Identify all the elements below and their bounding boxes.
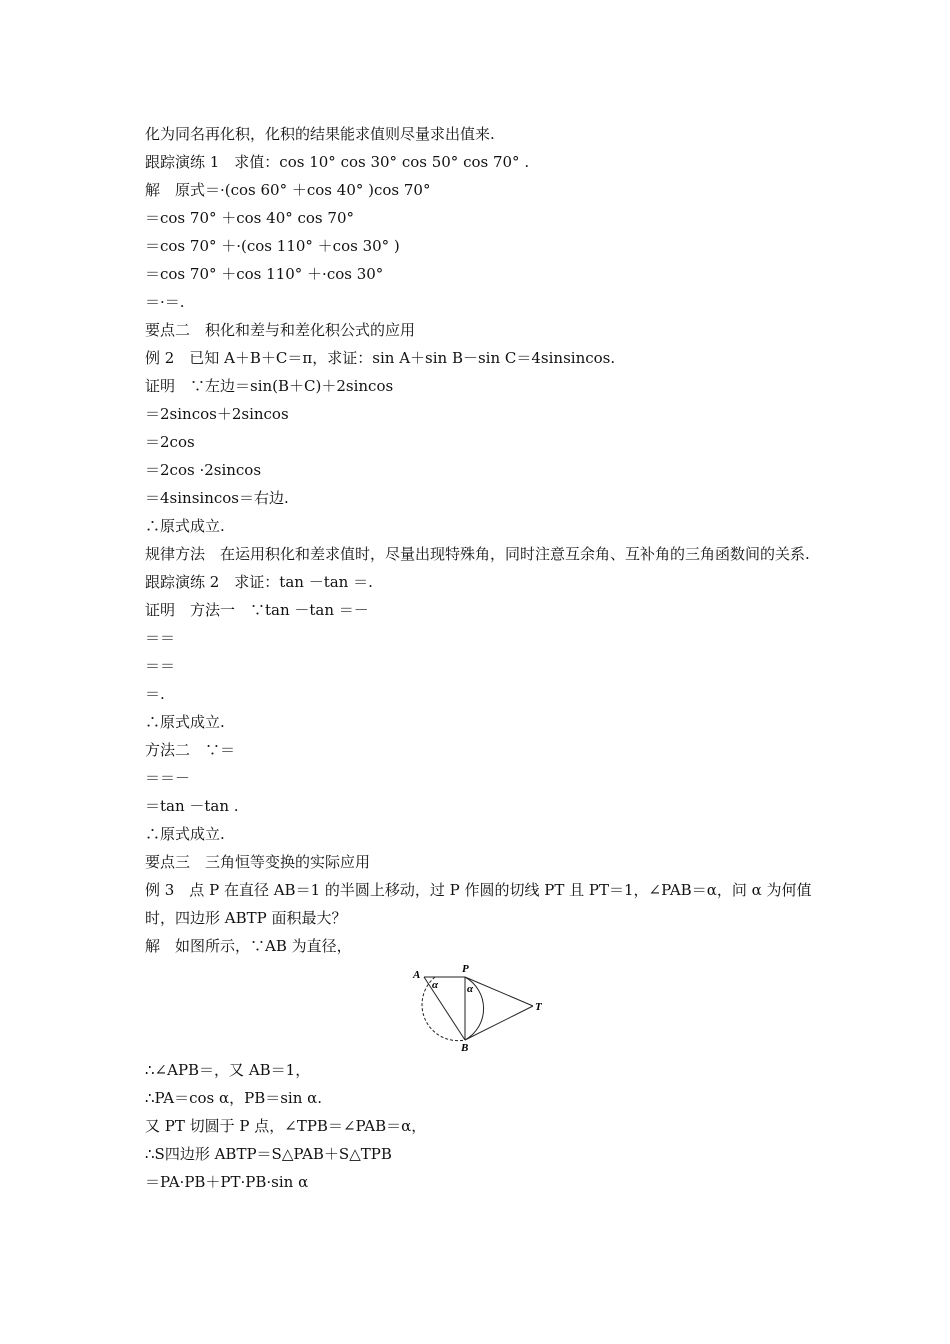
text-line: ∴PA＝cos α，PB＝sin α. bbox=[145, 1089, 323, 1107]
section-heading-2: 要点二 积化和差与和差化积公式的应用 bbox=[145, 321, 416, 339]
text-line: ＝tan －tan . bbox=[145, 797, 239, 815]
text-line: ∴∠APB＝，又 AB＝1， bbox=[145, 1061, 311, 1079]
angle-label-A: α bbox=[432, 979, 439, 991]
label-T: T bbox=[535, 1001, 542, 1013]
label-P: P bbox=[462, 963, 469, 975]
segment-BT bbox=[465, 1006, 533, 1040]
semicircle-diagram bbox=[407, 962, 557, 1052]
area-formula: ∴S四边形 ABTP＝S△PAB＋S△TPB bbox=[145, 1145, 392, 1163]
text-line: ＝cos 70° ＋cos 110° ＋·cos 30° bbox=[145, 265, 384, 283]
text-line: 证明 方法一 ∵tan －tan ＝－ bbox=[145, 601, 369, 619]
text-line: 证明 ∵左边＝sin(B＋C)＋2sincos bbox=[145, 377, 394, 395]
bottom-section bbox=[145, 1056, 815, 1196]
exercise-1: 跟踪演练 1 求值：cos 10° cos 30° cos 50° cos 70° . bbox=[145, 153, 530, 171]
text-line: ∴原式成立. bbox=[145, 713, 225, 731]
geometry-figure bbox=[145, 962, 815, 1052]
segment-AB bbox=[424, 977, 465, 1040]
text-line: ＝. bbox=[145, 685, 165, 703]
text-line: ＝2cos bbox=[145, 433, 195, 451]
text-line: ＝4sinsincos＝右边. bbox=[145, 489, 289, 507]
text-line: ＝PA·PB＋PT·PB·sin α bbox=[145, 1173, 309, 1191]
middle-section bbox=[145, 568, 815, 876]
text-line: 又 PT 切圆于 P 点，∠TPB＝∠PAB＝α， bbox=[145, 1117, 427, 1135]
text-line: ＝·＝. bbox=[145, 293, 185, 311]
angle-label-P: α bbox=[467, 983, 474, 995]
text-line: ＝cos 70° ＋cos 40° cos 70° bbox=[145, 209, 354, 227]
text-line: ∴原式成立. bbox=[145, 825, 225, 843]
label-B: B bbox=[461, 1042, 469, 1052]
example-2: 例 2 已知 A＋B＋C＝π，求证：sin A＋sin B－sin C＝4sinsincos. bbox=[145, 349, 616, 367]
solution-intro: 解 如图所示，∵AB 为直径， bbox=[145, 937, 352, 955]
example-3: 例 3 点 P 在直径 AB＝1 的半圆上移动，过 P 作圆的切线 PT 且 PT＝1，∠PAB＝α，问 α 为何值时，四边形 ABTP 面积最大？ bbox=[145, 881, 812, 927]
text-line: 方法二 ∵＝ bbox=[145, 741, 236, 759]
text-line: ＝＝－ bbox=[145, 769, 191, 787]
text-line: ＝＝ bbox=[145, 629, 176, 647]
text-line: ＝2sincos＋2sincos bbox=[145, 405, 289, 423]
text-line: ＝2cos ·2sincos bbox=[145, 461, 262, 479]
segment-PT bbox=[465, 977, 533, 1006]
section-heading-3: 要点三 三角恒等变换的实际应用 bbox=[145, 853, 371, 871]
label-A: A bbox=[413, 969, 421, 981]
text-line: ＝cos 70° ＋·(cos 110° ＋cos 30° ) bbox=[145, 237, 400, 255]
text-line: ∴原式成立. bbox=[145, 517, 225, 535]
rule-method: 规律方法 在运用积化和差求值时，尽量出现特殊角，同时注意互余角、互补角的三角函数间的关系. bbox=[145, 545, 810, 563]
text-line: 化为同名再化积，化积的结果能求值则尽量求出值来. bbox=[145, 125, 495, 143]
dashed-arc bbox=[422, 977, 465, 1041]
exercise-2: 跟踪演练 2 求证：tan －tan ＝. bbox=[145, 573, 373, 591]
text-line: ＝＝ bbox=[145, 657, 176, 675]
text-line: 解 原式＝·(cos 60° ＋cos 40° )cos 70° bbox=[145, 181, 431, 199]
document-page bbox=[145, 120, 815, 1196]
top-section bbox=[145, 120, 815, 540]
